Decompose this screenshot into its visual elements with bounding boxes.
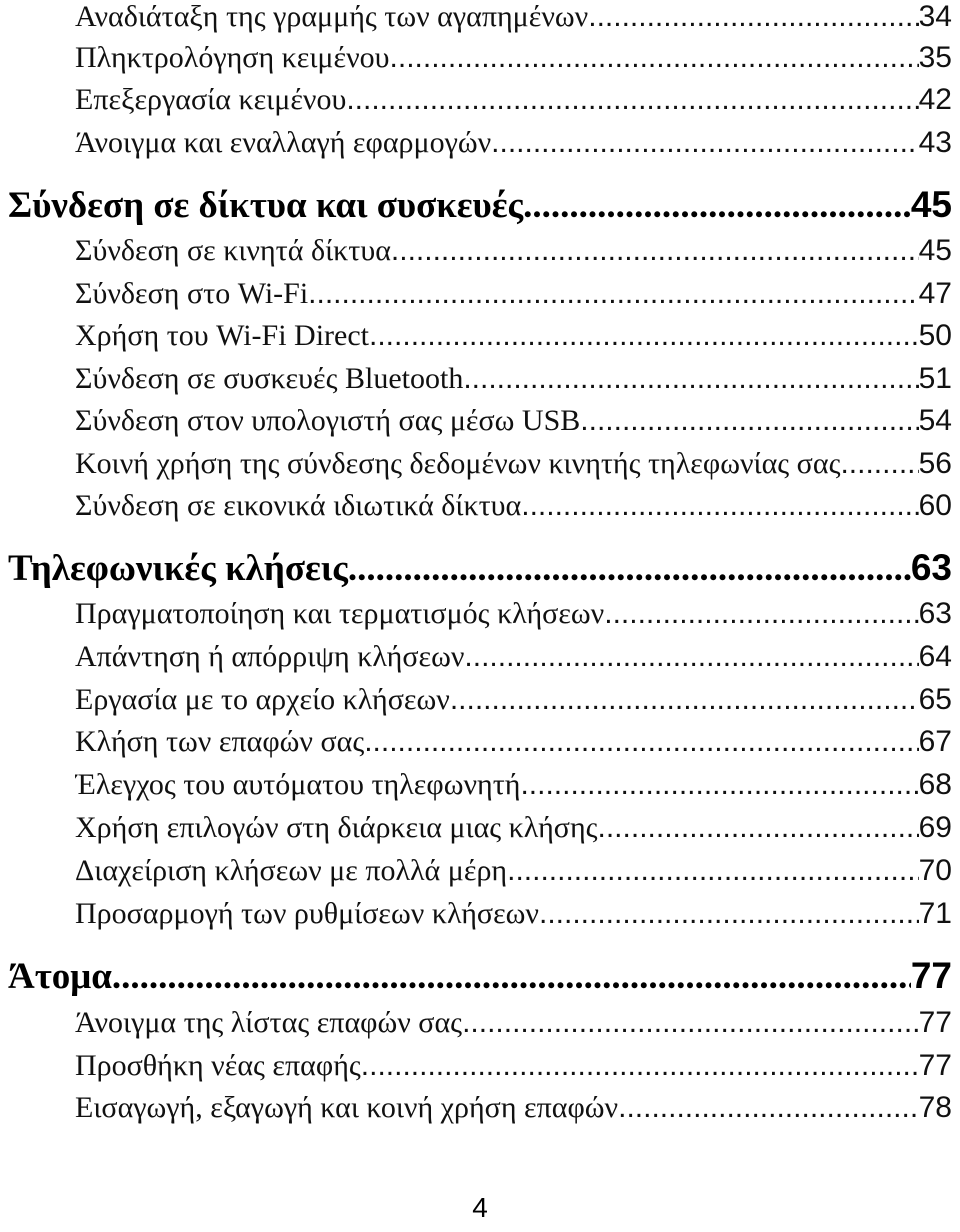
toc-leader <box>450 683 919 717</box>
toc-entry-page: 78 <box>918 1091 952 1124</box>
toc-entry-page: 71 <box>918 897 952 930</box>
toc-entry-title: Κλήση των επαφών σας <box>75 725 365 758</box>
toc-entry-title: Προσαρμογή των ρυθμίσεων κλήσεων <box>75 897 539 930</box>
toc-entry-title: Σύνδεση σε κινητά δίκτυα <box>75 234 391 267</box>
toc-leader <box>361 1049 919 1083</box>
toc-entry[interactable] <box>75 319 952 365</box>
toc-leader <box>369 319 919 353</box>
toc-entry-title: Επεξεργασία κειμένου <box>75 83 347 116</box>
toc-entry-title: Απάντηση ή απόρριψη κλήσεων <box>75 640 465 673</box>
toc-entry-page: 65 <box>918 683 952 716</box>
toc-entry-title: Σύνδεση σε εικονικά ιδιωτικά δίκτυα <box>75 489 522 522</box>
toc-entry[interactable] <box>75 725 952 771</box>
toc-leader <box>604 597 918 631</box>
toc-section-page: 77 <box>910 955 952 996</box>
toc-entry[interactable] <box>75 597 952 643</box>
toc-leader <box>390 41 919 75</box>
toc-leader <box>462 1006 919 1040</box>
toc-entry[interactable] <box>75 277 952 323</box>
toc-leader <box>840 447 918 481</box>
toc-leader <box>391 234 919 268</box>
toc-entry[interactable] <box>75 640 952 686</box>
toc-entry-page: 77 <box>918 1006 952 1039</box>
toc-entry-page: 67 <box>918 725 952 758</box>
toc-section-title: Άτομα <box>8 956 112 997</box>
toc-section-heading[interactable] <box>8 955 952 1005</box>
toc-entry[interactable] <box>75 404 952 450</box>
toc-leader <box>346 83 918 117</box>
toc-entry[interactable] <box>75 683 952 729</box>
toc-entry-page: 34 <box>918 0 952 33</box>
toc-entry-page: 35 <box>918 41 952 74</box>
toc-entry-page: 70 <box>918 854 952 887</box>
toc-leader <box>521 489 918 523</box>
toc-entry-page: 45 <box>918 234 952 267</box>
toc-entry-title: Έλεγχος του αυτόματου τηλεφωνητή <box>75 768 521 801</box>
toc-entry-page: 51 <box>918 362 952 395</box>
toc-leader <box>463 362 918 396</box>
toc-entry-title: Εργασία με το αρχείο κλήσεων <box>75 683 450 716</box>
toc-entry[interactable] <box>75 126 952 172</box>
toc-entry-page: 43 <box>918 126 952 159</box>
toc-entry-page: 50 <box>918 319 952 352</box>
toc-entry-title: Άνοιγμα της λίστας επαφών σας <box>75 1006 463 1039</box>
toc-entry-title: Διαχείριση κλήσεων με πολλά μέρη <box>75 854 508 887</box>
toc-entry-title: Σύνδεση σε συσκευές Bluetooth <box>75 362 464 395</box>
toc-leader <box>507 854 919 888</box>
toc-entry-page: 60 <box>918 489 952 522</box>
toc-entry[interactable] <box>75 811 952 857</box>
page-number: 4 <box>472 1192 488 1223</box>
toc-section-page: 63 <box>910 547 952 588</box>
toc-entry-page: 63 <box>918 597 952 630</box>
toc-entry[interactable] <box>75 768 952 814</box>
toc-section-heading[interactable] <box>8 547 952 597</box>
toc-leader <box>598 811 919 845</box>
toc-entry-title: Άνοιγμα και εναλλαγή εφαρμογών <box>75 126 492 159</box>
toc-section-title: Τηλεφωνικές κλήσεις <box>8 548 348 589</box>
toc-entry[interactable] <box>75 234 952 280</box>
toc-entry-title: Κοινή χρήση της σύνδεσης δεδομένων κινητής τηλεφωνίας σας <box>75 447 841 480</box>
toc-leader <box>464 640 918 674</box>
toc-entry-page: 54 <box>918 404 952 437</box>
toc-leader <box>308 277 918 311</box>
toc-leader <box>348 547 911 590</box>
toc-entry[interactable] <box>75 41 952 87</box>
toc-entry[interactable] <box>75 1049 952 1095</box>
toc-entry-title: Χρήση επιλογών στη διάρκεια μιας κλήσης <box>75 811 598 844</box>
toc-leader <box>588 0 918 34</box>
toc-leader <box>364 725 918 759</box>
toc-entry[interactable] <box>75 0 952 46</box>
toc-section-heading[interactable] <box>8 184 952 234</box>
toc-section-title: Σύνδεση σε δίκτυα και συσκευές <box>8 185 524 226</box>
toc-entry[interactable] <box>75 489 952 535</box>
toc-entry-page: 64 <box>918 640 952 673</box>
toc-leader <box>580 404 918 438</box>
toc-entry-page: 42 <box>918 83 952 116</box>
toc-leader <box>523 184 911 227</box>
toc-entry-page: 47 <box>918 277 952 310</box>
toc-entry-title: Σύνδεση στον υπολογιστή σας μέσω USB <box>75 404 581 437</box>
toc-entry-title: Εισαγωγή, εξαγωγή και κοινή χρήση επαφών <box>75 1091 619 1124</box>
toc-entry[interactable] <box>75 1091 952 1137</box>
toc-entry-title: Πραγματοποίηση και τερματισμός κλήσεων <box>75 597 605 630</box>
toc-entry-title: Χρήση του Wi-Fi Direct <box>75 319 370 352</box>
toc-entry[interactable] <box>75 897 952 943</box>
toc-entry[interactable] <box>75 362 952 408</box>
toc-entry[interactable] <box>75 854 952 900</box>
toc-entry-page: 68 <box>918 768 952 801</box>
toc-leader <box>520 768 918 802</box>
toc-entry-page: 56 <box>918 447 952 480</box>
toc-entry-title: Αναδιάταξη της γραμμής των αγαπημένων <box>75 0 589 33</box>
toc-leader <box>539 897 919 931</box>
toc-entry-title: Πληκτρολόγηση κειμένου <box>75 41 390 74</box>
toc-entry-title: Σύνδεση στο Wi-Fi <box>75 277 309 310</box>
toc-section-page: 45 <box>910 184 952 225</box>
toc-entry-page: 69 <box>918 811 952 844</box>
toc-entry-page: 77 <box>918 1049 952 1082</box>
toc-leader <box>491 126 918 160</box>
toc-leader <box>618 1091 919 1125</box>
toc-entry[interactable] <box>75 1006 952 1052</box>
toc-entry-title: Προσθήκη νέας επαφής <box>75 1049 361 1082</box>
toc-entry[interactable] <box>75 447 952 493</box>
toc-leader <box>112 955 911 998</box>
toc-entry[interactable] <box>75 83 952 129</box>
